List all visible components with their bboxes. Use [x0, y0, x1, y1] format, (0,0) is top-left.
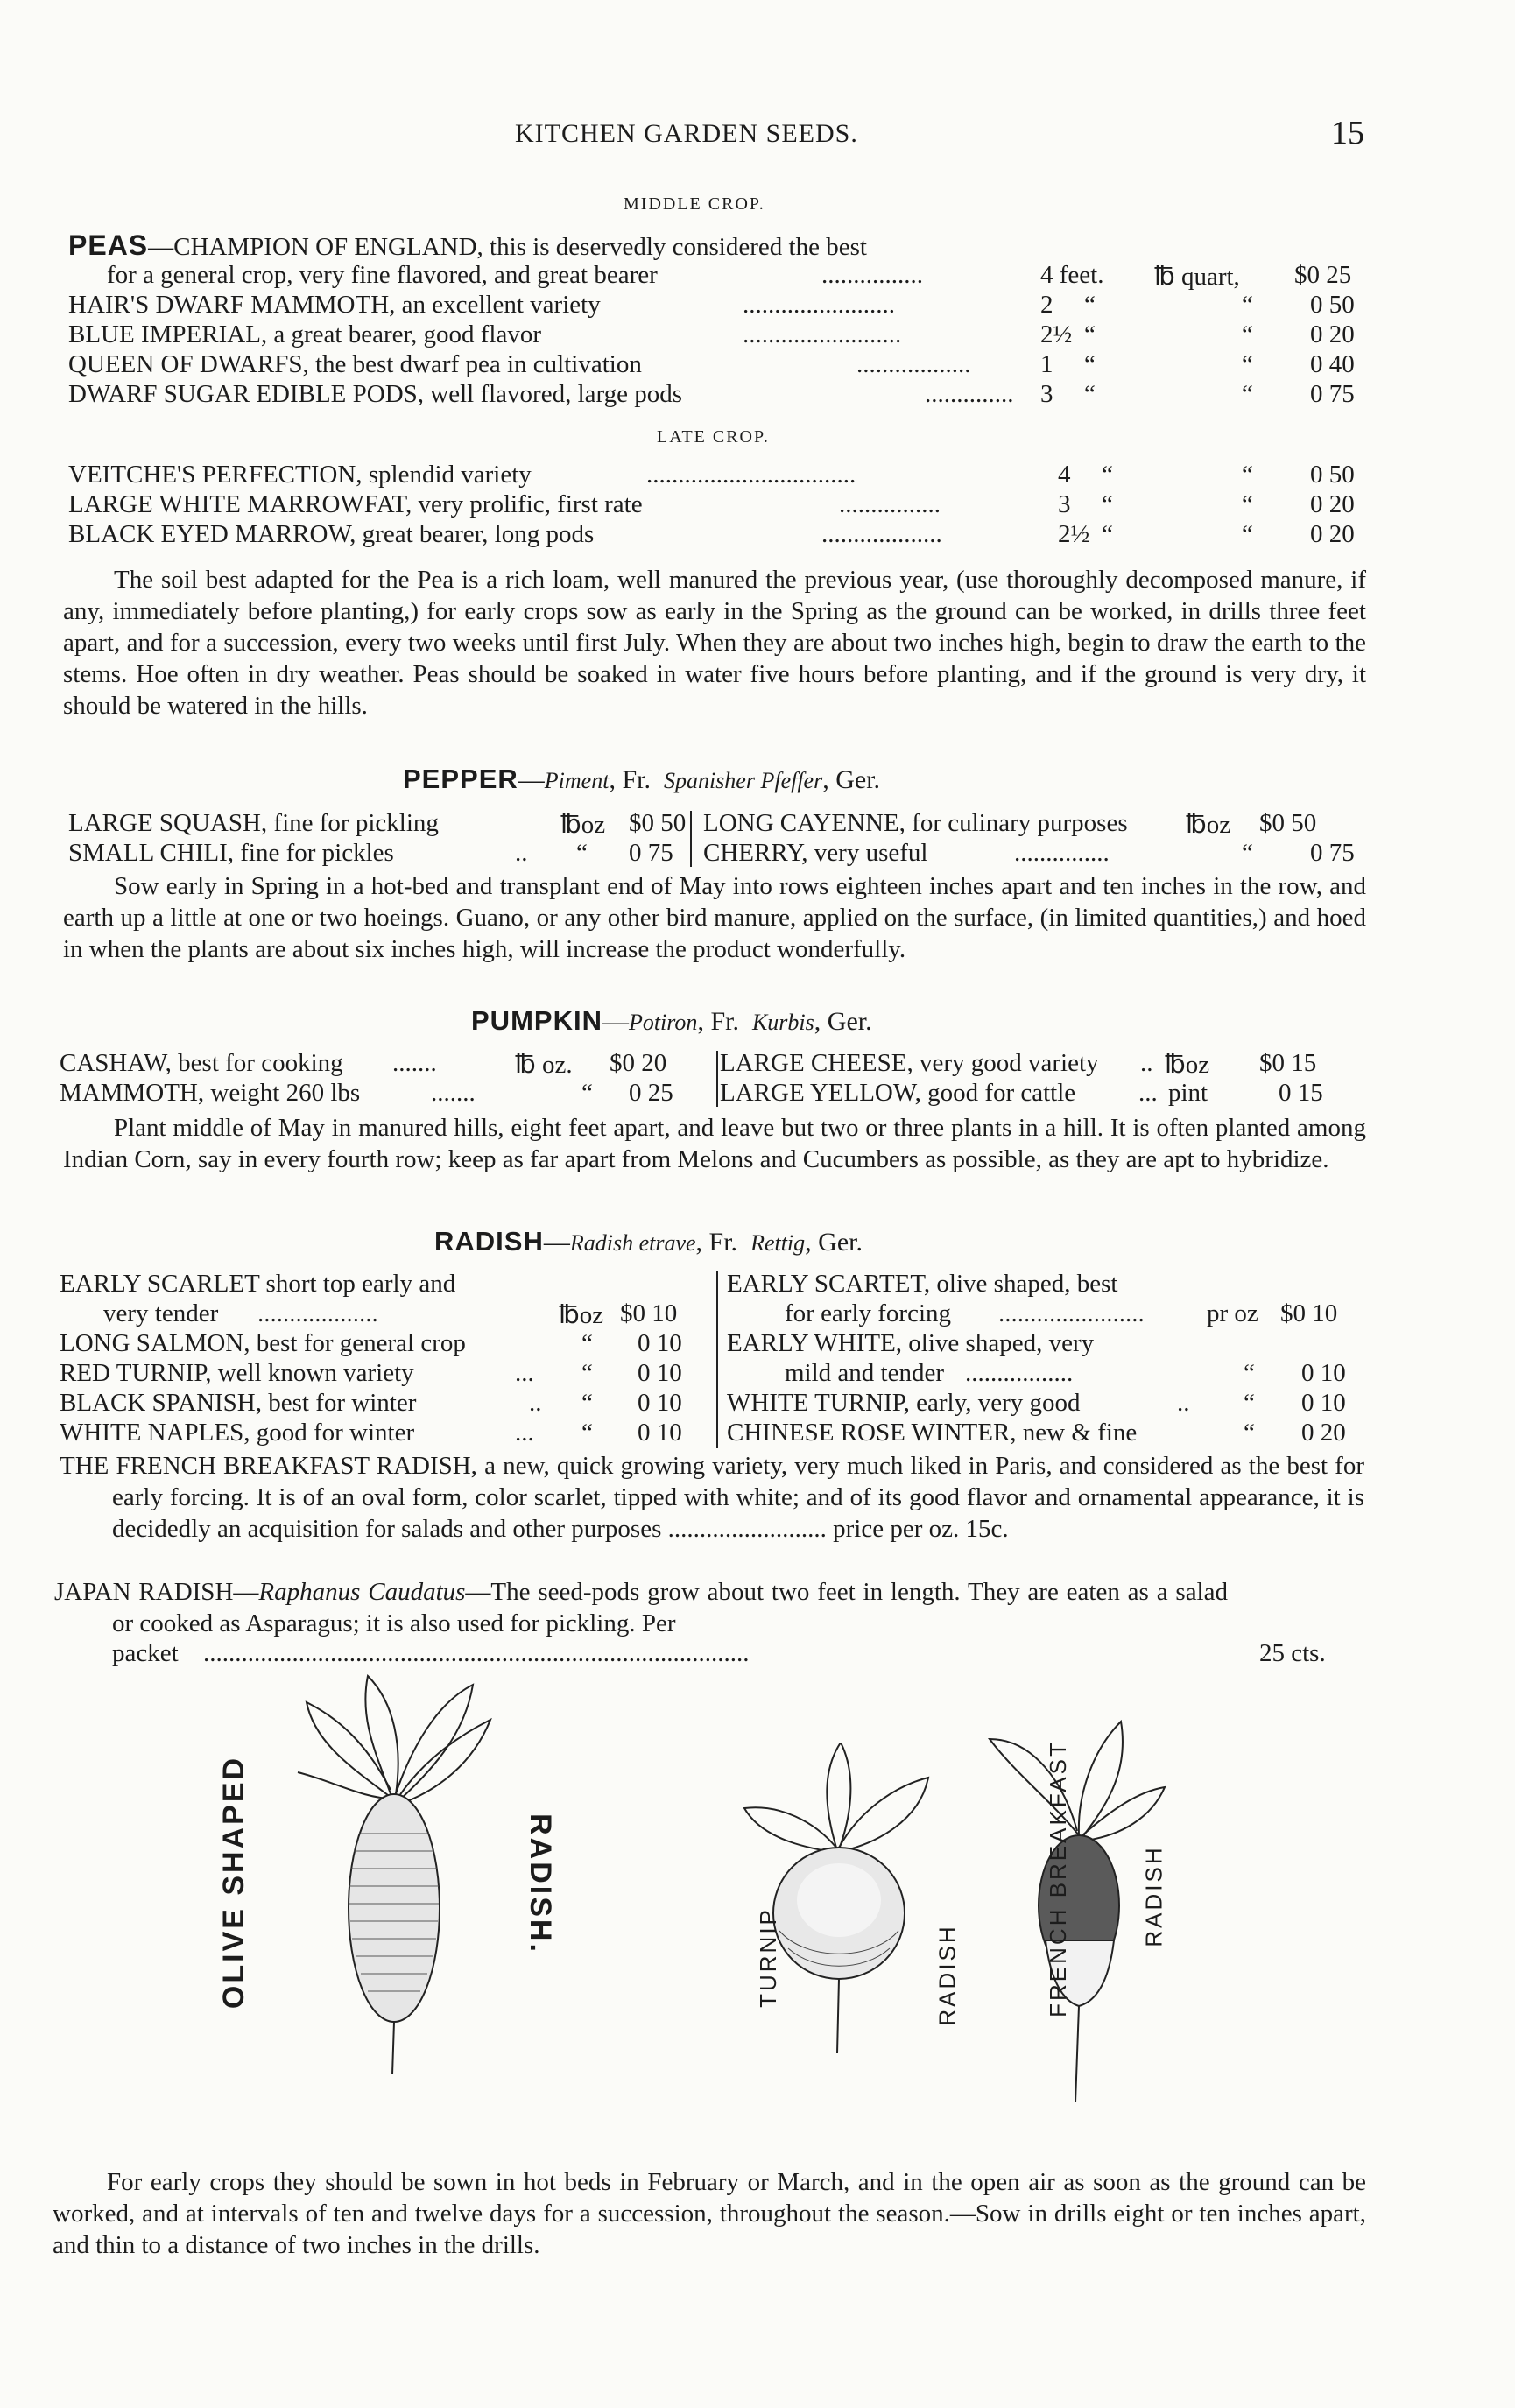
ditto-mark: “ — [1242, 350, 1253, 378]
item-unit: “ — [581, 1359, 593, 1387]
leader-dots: ... — [515, 1359, 534, 1387]
leader-dots: ... — [1138, 1079, 1158, 1107]
item-unit: ℔ oz. — [515, 1051, 573, 1079]
page-title: KITCHEN GARDEN SEEDS. — [515, 119, 858, 148]
item-desc: RED TURNIP, well known variety — [60, 1359, 414, 1387]
french-breakfast-price: price per oz. 15c. — [833, 1515, 1009, 1543]
radish-right-first: EARLY SCARTET, olive shaped, best — [727, 1270, 1118, 1298]
item-price: 0 10 — [638, 1389, 682, 1417]
item-unit: “ — [581, 1419, 593, 1447]
ditto-mark: “ — [1102, 490, 1113, 518]
pepper-row — [68, 839, 1364, 870]
item-price: $0 50 — [1259, 809, 1317, 837]
pepper-row — [68, 809, 1364, 841]
item-desc: LARGE YELLOW, good for cattle — [720, 1079, 1076, 1107]
leader-dots: ......................... — [743, 320, 902, 349]
french-breakfast-text: THE FRENCH BREAKFAST RADISH, a new, quick growing variety, very much liked in Paris, and considered as the best for early forcing. It is of an oval form, color scarlet, tipped with white; and of its good flavor and ornamental appearance, it is decidedly an acquisition for salads and other purposes — [60, 1452, 1364, 1543]
turnip-radish-label: RADISH — [934, 1924, 961, 2026]
french-breakfast-paragraph — [60, 1450, 1364, 1545]
item-price: 0 20 — [1310, 520, 1355, 548]
leader-dots: ....... — [431, 1079, 476, 1107]
item-price: 0 50 — [1310, 461, 1355, 489]
leader-dots: ............... — [1014, 839, 1110, 867]
item-price: 0 25 — [629, 1079, 673, 1107]
paragraph-text: Plant middle of May in manured hills, eight feet apart, and leave but two or three plants in a hill. It is often planted among Indian Corn, say in every fourth row; keep as far apart from Melons and Cucumbers as possible, as they are apt to hybridize. — [63, 1114, 1366, 1173]
lang-fr: Fr. — [708, 1228, 738, 1257]
lang-ger: Ger. — [818, 1228, 863, 1257]
german-name: Spanisher Pfeffer — [663, 768, 823, 793]
pepper-paragraph — [63, 870, 1366, 965]
peas-paragraph — [63, 564, 1366, 722]
ditto-mark: “ — [1084, 380, 1096, 408]
leader-dots: ................. — [965, 1359, 1074, 1387]
french-name: Piment — [544, 768, 610, 793]
japan-radish-row — [112, 1639, 1364, 1671]
item-price: 0 75 — [1310, 380, 1355, 408]
ditto-mark: “ — [1242, 490, 1253, 518]
leader-dots: ....................... — [998, 1299, 1145, 1327]
ditto-mark: “ — [1242, 520, 1253, 548]
item-unit: “ — [576, 839, 588, 867]
item-desc: BLACK EYED MARROW, great bearer, long pods — [68, 520, 595, 548]
paragraph-text: The soil best adapted for the Pea is a rich loam, well manured the previous year, (use thoroughly decomposed manure, if any, immediately before planting,) for early crops sow as early in the Spring as the ground can be worked, in drills three feet apart, and for a succession, every two weeks until first July. When they are about two inches high, begin to draw the earth to the stems. Hoe often in dry weather. Peas should be soaked in water five hours before planting, and if the ground is very dry, it should be watered in the hills. — [63, 566, 1366, 720]
item-height: 2½ — [1058, 520, 1090, 548]
german-name: Rettig — [750, 1230, 806, 1256]
item-desc: CASHAW, best for cooking — [60, 1049, 343, 1077]
radish-sowing-paragraph — [53, 2166, 1366, 2261]
item-unit: “ — [1244, 1419, 1255, 1447]
leader-dots: ........................ — [743, 291, 895, 319]
peas-row — [68, 291, 1364, 322]
item-unit: ℔oz — [560, 811, 606, 839]
item-unit: ℔oz — [1165, 1051, 1210, 1079]
item-unit: pint — [1168, 1079, 1208, 1107]
item-desc: LONG CAYENNE, for culinary purposes — [703, 809, 1128, 837]
item-desc: mild and tender — [785, 1359, 945, 1387]
ditto-mark: “ — [1242, 291, 1253, 319]
olive-radish-label: RADISH. — [523, 1813, 557, 1954]
ditto-mark: “ — [1084, 291, 1096, 319]
item-desc: CHINESE ROSE WINTER, new & fine — [727, 1419, 1138, 1447]
leader-dots: .. — [529, 1389, 542, 1417]
item-height: 4 — [1058, 461, 1071, 489]
paragraph-text: For early crops they should be sown in hot beds in February or March, and in the open air as soon as the ground can be worked, and at intervals of ten and twelve days for a succession, throughout the season.—Sow in drills eight or ten inches apart, and thin to a distance of two inches in the drills. — [53, 2168, 1366, 2259]
radish-left-first: EARLY SCARLET short top early and — [60, 1270, 456, 1298]
pumpkin-row — [60, 1079, 1356, 1110]
japan-radish-paragraph — [54, 1576, 1228, 1639]
item-desc: LARGE SQUASH, fine for pickling — [68, 809, 439, 837]
item-desc: for early forcing — [785, 1299, 952, 1327]
item-price: 0 10 — [638, 1419, 682, 1447]
item-price: $0 50 — [629, 809, 687, 837]
item-price: 25 cts. — [1259, 1639, 1326, 1667]
leader-dots: ................... — [257, 1299, 378, 1327]
item-height: 2 — [1040, 291, 1053, 319]
peas-row — [68, 461, 1364, 492]
radish-right-second: EARLY WHITE, olive shaped, very — [727, 1329, 1095, 1357]
item-price: 0 20 — [1310, 490, 1355, 518]
item-desc: SMALL CHILI, fine for pickles — [68, 839, 394, 867]
item-price: 0 50 — [1310, 291, 1355, 319]
item-price: 0 10 — [638, 1359, 682, 1387]
item-price: $0 10 — [1280, 1299, 1338, 1327]
item-price: 0 10 — [1301, 1389, 1346, 1417]
radish-row — [60, 1329, 1356, 1361]
ditto-mark: “ — [1102, 520, 1113, 548]
leader-dots: ................ — [821, 261, 923, 289]
peas-intro-price: $0 25 — [1294, 261, 1352, 289]
section-title: PEPPER — [403, 764, 518, 794]
leader-dots: .............. — [925, 380, 1014, 408]
turnip-radish-illustration — [727, 1743, 946, 2058]
item-price: $0 20 — [610, 1049, 667, 1077]
item-price: $0 15 — [1259, 1049, 1317, 1077]
item-price: 0 10 — [1301, 1359, 1346, 1387]
peas-row — [68, 520, 1364, 552]
leader-dots: ......................... — [661, 1515, 834, 1543]
item-desc: HAIR'S DWARF MAMMOTH, an excellent variety — [68, 291, 601, 319]
item-unit: ℔oz — [1186, 811, 1231, 839]
item-price: 0 75 — [1310, 839, 1355, 867]
column-divider — [716, 1051, 718, 1107]
peas-intro-desc: for a general crop, very fine flavored, and great bearer — [107, 261, 658, 289]
item-desc: MAMMOTH, weight 260 lbs — [60, 1079, 361, 1107]
peas-heading: PEAS — [68, 229, 149, 261]
peas-intro-height: 4 feet. — [1040, 261, 1104, 289]
japan-name: JAPAN RADISH — [54, 1578, 234, 1606]
lang-fr: Fr. — [622, 765, 651, 794]
pumpkin-paragraph — [63, 1112, 1366, 1175]
peas-row — [68, 320, 1364, 352]
item-height: 3 — [1058, 490, 1071, 518]
column-divider — [690, 811, 692, 867]
item-unit: “ — [1244, 1359, 1255, 1387]
ditto-mark: “ — [1242, 320, 1253, 349]
item-desc: packet — [112, 1639, 179, 1667]
item-price: 0 20 — [1301, 1419, 1346, 1447]
item-price: $0 10 — [620, 1299, 678, 1327]
item-unit: pr oz — [1207, 1299, 1258, 1327]
item-price: 0 20 — [1310, 320, 1355, 349]
late-crop-label: LATE CROP. — [657, 427, 770, 447]
item-desc: QUEEN OF DWARFS, the best dwarf pea in cultivation — [68, 350, 642, 378]
olive-shaped-label: OLIVE SHAPED — [217, 1755, 251, 2010]
leader-dots: .. — [1177, 1389, 1190, 1417]
paragraph-text: Sow early in Spring in a hot-bed and transplant end of May into rows eighteen inches apart and ten inches in the row, and earth up a little at one or two hoeings. Guano, or any other bird manure, applied on the surface, (in limited quantities,) and hoed in when the plants are about six inches high, will increase the product wonderfully. — [63, 872, 1366, 963]
item-desc: DWARF SUGAR EDIBLE PODS, well flavored, large pods — [68, 380, 683, 408]
french-radish-label: RADISH — [1140, 1845, 1167, 1947]
radish-row — [727, 1299, 1357, 1331]
item-desc: BLUE IMPERIAL, a great bearer, good flavor — [68, 320, 541, 349]
item-height: 3 — [1040, 380, 1053, 408]
item-desc: LONG SALMON, best for general crop — [60, 1329, 466, 1357]
item-unit: “ — [1244, 1389, 1255, 1417]
item-desc: WHITE TURNIP, early, very good — [727, 1389, 1081, 1417]
leader-dots: ................ — [839, 490, 941, 518]
item-unit: “ — [581, 1389, 593, 1417]
japan-text: The seed-pods grow about two feet in length. They are eaten as a salad or cooked as Asparagus; it is also used for pickling. Per — [112, 1578, 1228, 1637]
radish-heading: RADISH—Radish etrave, Fr. Rettig, Ger. — [434, 1226, 863, 1257]
item-height: 2½ — [1040, 320, 1073, 349]
ditto-mark: “ — [1242, 380, 1253, 408]
item-height: 1 — [1040, 350, 1053, 378]
peas-intro-unit: ℔ quart, — [1154, 263, 1240, 291]
ditto-mark: “ — [1084, 320, 1096, 349]
radish-row — [727, 1389, 1357, 1420]
paragraph-text: JAPAN RADISH—Raphanus Caudatus—The seed-pods grow about two feet in length. They are eaten as a salad or cooked as Asparagus; it is also used for pickling. Per — [54, 1578, 1228, 1637]
peas-row — [68, 490, 1364, 522]
peas-intro — [68, 229, 867, 262]
section-title: RADISH — [434, 1226, 544, 1257]
leader-dots: .................. — [856, 350, 971, 378]
japan-latin: Raphanus Caudatus — [258, 1578, 466, 1606]
leader-dots: ...................................................................................... — [203, 1639, 750, 1667]
radish-row — [727, 1419, 1357, 1450]
german-name: Kurbis — [751, 1010, 814, 1035]
leader-dots: ................................. — [646, 461, 856, 489]
peas-row — [68, 350, 1364, 382]
item-desc: LARGE CHEESE, very good variety — [720, 1049, 1099, 1077]
radish-row — [727, 1359, 1357, 1391]
peas-row — [68, 380, 1364, 412]
item-unit: ℔oz — [559, 1301, 604, 1329]
column-divider — [716, 1271, 718, 1448]
section-title: PUMPKIN — [471, 1005, 602, 1036]
page-number: 15 — [1331, 115, 1364, 151]
leader-dots: .. — [515, 839, 528, 867]
item-price: 0 40 — [1310, 350, 1355, 378]
olive-radish-illustration — [280, 1667, 508, 2079]
leader-dots: .. — [1140, 1049, 1153, 1077]
item-desc: BLACK SPANISH, best for winter — [60, 1389, 417, 1417]
item-desc: WHITE NAPLES, good for winter — [60, 1419, 415, 1447]
item-price: 0 15 — [1279, 1079, 1323, 1107]
pumpkin-row — [60, 1049, 1356, 1081]
lang-ger: Ger. — [835, 765, 881, 794]
french-breakfast-label: FRENCH BREAKFAST — [1044, 1740, 1071, 2017]
item-unit: “ — [1242, 839, 1253, 867]
item-desc: VEITCHE'S PERFECTION, splendid variety — [68, 461, 532, 489]
peas-intro-text: —CHAMPION OF ENGLAND, this is deservedly considered the best — [148, 233, 867, 261]
pumpkin-heading: PUMPKIN—Potiron, Fr. Kurbis, Ger. — [471, 1005, 872, 1036]
item-price: 0 75 — [629, 839, 673, 867]
leader-dots: ....... — [392, 1049, 437, 1077]
lang-fr: Fr. — [710, 1007, 739, 1036]
item-desc: CHERRY, very useful — [703, 839, 928, 867]
middle-crop-label: MIDDLE CROP. — [624, 194, 765, 214]
pepper-heading: PEPPER—Piment, Fr. Spanisher Pfeffer, Ger. — [403, 764, 881, 794]
french-name: Radish etrave — [569, 1230, 696, 1256]
item-price: 0 10 — [638, 1329, 682, 1357]
leader-dots: ................... — [821, 520, 942, 548]
french-name: Potiron — [628, 1010, 698, 1035]
item-desc: very tender — [103, 1299, 219, 1327]
ditto-mark: “ — [1242, 461, 1253, 489]
item-unit: “ — [581, 1329, 593, 1357]
lang-ger: Ger. — [827, 1007, 872, 1036]
ditto-mark: “ — [1102, 461, 1113, 489]
item-desc: LARGE WHITE MARROWFAT, very prolific, first rate — [68, 490, 643, 518]
item-unit: “ — [581, 1079, 593, 1107]
peas-intro-row — [68, 261, 1364, 292]
ditto-mark: “ — [1084, 350, 1096, 378]
paragraph-text — [60, 1450, 1364, 1545]
turnip-label: TURNIP — [754, 1907, 781, 2008]
leader-dots: ... — [515, 1419, 534, 1447]
